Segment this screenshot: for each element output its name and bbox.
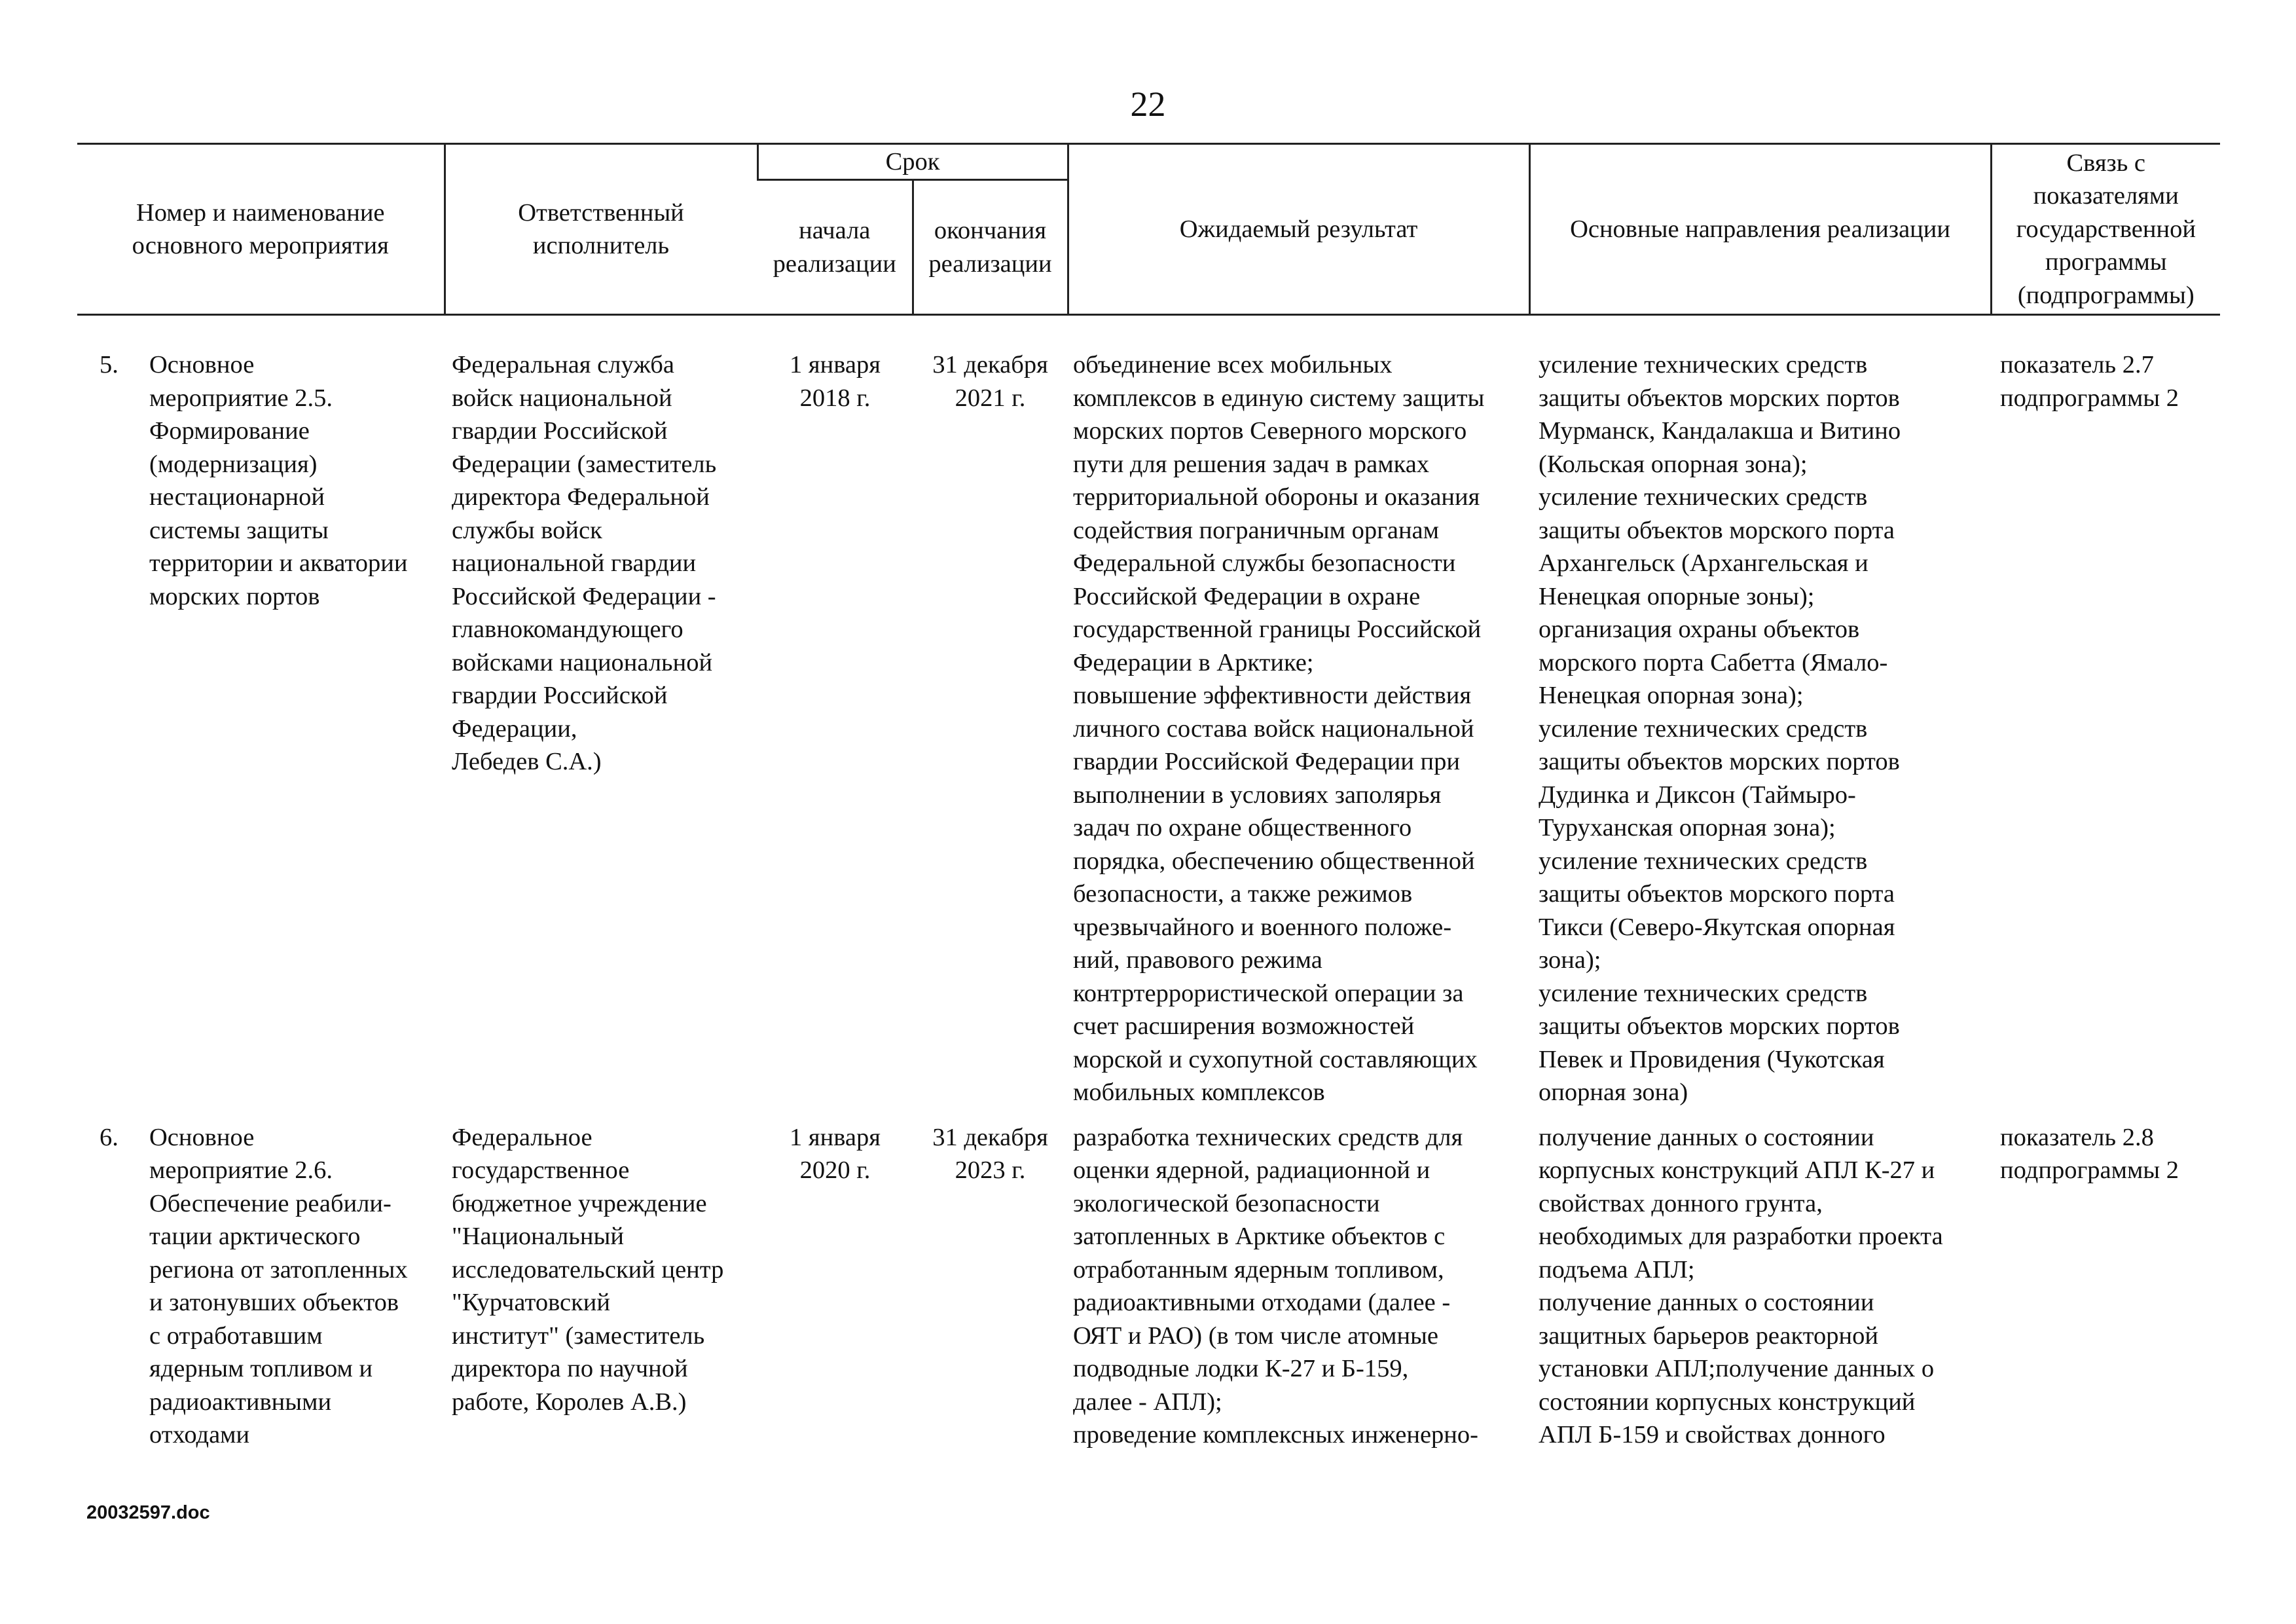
end-date: 31 декабря 2021 г. (932, 351, 1048, 412)
header-executor: Ответственный исполнитель (445, 144, 757, 315)
implementation-directions: получение данных о состоянии корпусных конструкций АПЛ К-27 и свойствах донного грунта, необходимых для разработки проекта подъема АПЛ; получение данных о состоянии защитных барьеров реакторной установки АПЛ;получение данных о состоянии корпусных конструкций АПЛ Б-159 и свойствах донного (1539, 1123, 1943, 1449)
implementation-directions: усиление технических средств защиты объектов морских портов Мурманск, Кандалакша и Витино (Кольская опорная зона); усиление технических средств защиты объектов морского порта Архангельск (Архангельская и Ненецкая опорные зоны); организация охраны объектов морского порта Сабетта (Ямало- Ненецкая опорная зона); усиление технических средств защиты объектов морских портов Дудинка и Диксон (Таймыро- Туруханская опорная зона); усиление технических средств защиты объектов морского порта Тикси (Северо-Якутская опорная зона); усиление технических средств защиты объектов морских портов Певек и Провидения (Чукотская опорная зона) (1539, 351, 1901, 1106)
table-row (77, 348, 2220, 1121)
executor: Федеральное государственное бюджетное учреждение "Национальный исследовательский центр "Курчатовский институт" (заместитель директора по научной работе, Королев А.В.) (452, 1123, 724, 1416)
header-start: начала реализации (757, 180, 913, 315)
table-row (77, 1121, 2220, 1452)
indicator-link: показатель 2.8 подпрограммы 2 (2000, 1123, 2179, 1184)
activity-name: Основное мероприятие 2.5. Формирование (модернизация) нестационарной системы защиты территории и акватории морских портов (149, 351, 408, 610)
activities-table (77, 143, 2220, 1452)
header-directions: Основные направления реализации (1529, 144, 1991, 315)
header-name: Номер и наименование основного мероприятия (77, 144, 445, 315)
end-date: 31 декабря 2023 г. (932, 1123, 1048, 1184)
header-result: Ожидаемый результат (1068, 144, 1529, 315)
row-number: 5. (100, 351, 118, 378)
header-indicators: Связь с показателями государственной программы (подпрограммы) (1991, 144, 2220, 315)
header-term: Срок (757, 144, 1068, 180)
executor: Федеральная служба войск национальной гвардии Российской Федерации (заместитель директора Федеральной службы войск национальной гвардии Российской Федерации - главнокомандующего войсками национальной гвардии Российской Федерации, Лебедев С.А.) (452, 351, 717, 775)
start-date: 1 января 2020 г. (790, 1123, 881, 1184)
page-number: 22 (1130, 84, 1166, 124)
expected-result: разработка технических средств для оценки ядерной, радиационной и экологической безопасности затопленных в Арктике объектов с отработанным ядерным топливом, радиоактивными отходами (далее - ОЯТ и РАО) (в том числе атомные подводные лодки К-27 и Б-159, далее - АПЛ); проведение комплексных инженерно- (1073, 1123, 1478, 1449)
indicator-link: показатель 2.7 подпрограммы 2 (2000, 351, 2179, 412)
row-number: 6. (100, 1123, 118, 1151)
start-date: 1 января 2018 г. (790, 351, 881, 412)
expected-result: объединение всех мобильных комплексов в единую систему защиты морских портов Северного морского пути для решения задач в рамках территориальной обороны и оказания содействия пограничным органам Федеральной службы безопасности Российской Федерации в охране государственной границы Российской Федерации в Арктике; повышение эффективности действия личного состава войск национальной гвардии Российской Федерации при выполнении в условиях заполярья задач по охране общественного порядка, обеспечению общественной безопасности, а также режимов чрезвычайного и военного положе- ний, правового режима контртеррористической операции за счет расширения возможностей морской и сухопутной составляющих мобильных комплексов (1073, 351, 1485, 1106)
activity-name: Основное мероприятие 2.6. Обеспечение реабили- тации арктического региона от затопленных и затонувших объектов с отработавшим ядерным топливом и радиоактивными отходами (149, 1123, 408, 1449)
document-code: 20032597.doc (86, 1502, 210, 1523)
header-end: окончания реализации (913, 180, 1068, 315)
